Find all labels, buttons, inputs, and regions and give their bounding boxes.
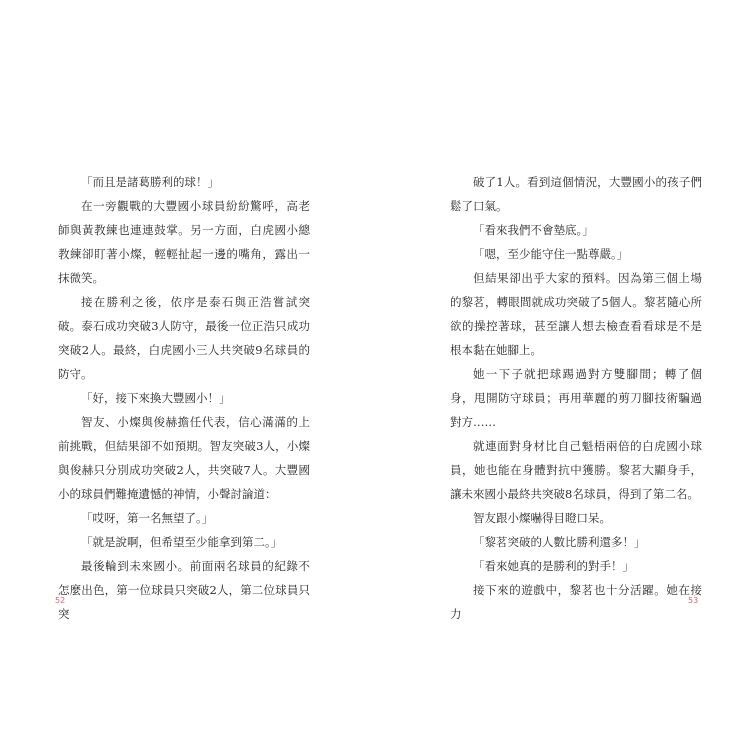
paragraph: 接在勝利之後，依序是泰石與正浩嘗試突破。泰石成功突破3人防守，最後一位正浩只成功突破2人。最終，白虎國小三人共突破9名球員的防守。 [58,295,310,381]
paragraph: 最後輪到未來國小。前面兩名球員的紀錄不怎麼出色，第一位球員只突破2人，第二位球員只突 [58,559,310,621]
paragraph: 接下來的遊戲中，黎茗也十分活躍。她在接力 [450,583,702,621]
paragraph: 「而且是諸葛勝利的球！」 [81,175,219,189]
page-number-left: 52 [55,596,66,605]
paragraph: 「就是說啊，但希望至少能拿到第二。」 [81,535,283,549]
right-page-text [450,170,702,626]
left-page-text [58,170,310,626]
paragraph: 「哎呀，第一名無望了。」 [81,511,214,525]
paragraph: 她一下子就把球踢過對方雙腳間；轉了個身，甩開防守球員；再用華麗的剪刀腳技術騙過對方…… [450,367,702,429]
right-page [375,0,750,750]
page-number-right: 53 [688,596,699,605]
paragraph: 「黎茗突破的人數比勝利還多！」 [473,535,646,549]
paragraph: 「看來她真的是勝利的對手！」 [473,559,634,573]
paragraph: 「嗯，至少能守住一點尊嚴。」 [473,247,629,261]
paragraph: 「好，接下來換大豐國小！」 [81,391,231,405]
paragraph: 「看來我們不會墊底。」 [473,223,594,237]
paragraph: 智友跟小燦嚇得目瞪口呆。 [473,511,611,525]
paragraph: 破了1人。看到這個情況，大豐國小的孩子們鬆了口氣。 [450,175,702,213]
paragraph: 智友、小燦與俊赫擔任代表，信心滿滿的上前挑戰，但結果卻不如預期。智友突破3人，小燦與俊赫只分別成功突破2人，共突破7人。大豐國小的球員們難掩遺憾的神情，小聲討論道： [58,415,310,501]
paragraph: 就連面對身材比自己魁梧兩倍的白虎國小球員，她也能在身體對抗中獲勝。黎茗大顯身手，讓未來國小最終共突破8名球員，得到了第二名。 [450,439,702,501]
paragraph: 但結果卻出乎大家的預料。因為第三個上場的黎茗，轉眼間就成功突破了5個人。黎茗隨心所欲的操控著球，甚至讓人想去檢查看看球是不是根本黏在她腳上。 [450,271,702,357]
paragraph: 在一旁觀戰的大豐國小球員紛紛驚呼，高老師與黃教練也連連鼓掌。另一方面，白虎國小總教練卻盯著小燦，輕輕扯起一邊的嘴角，露出一抹微笑。 [58,199,310,285]
